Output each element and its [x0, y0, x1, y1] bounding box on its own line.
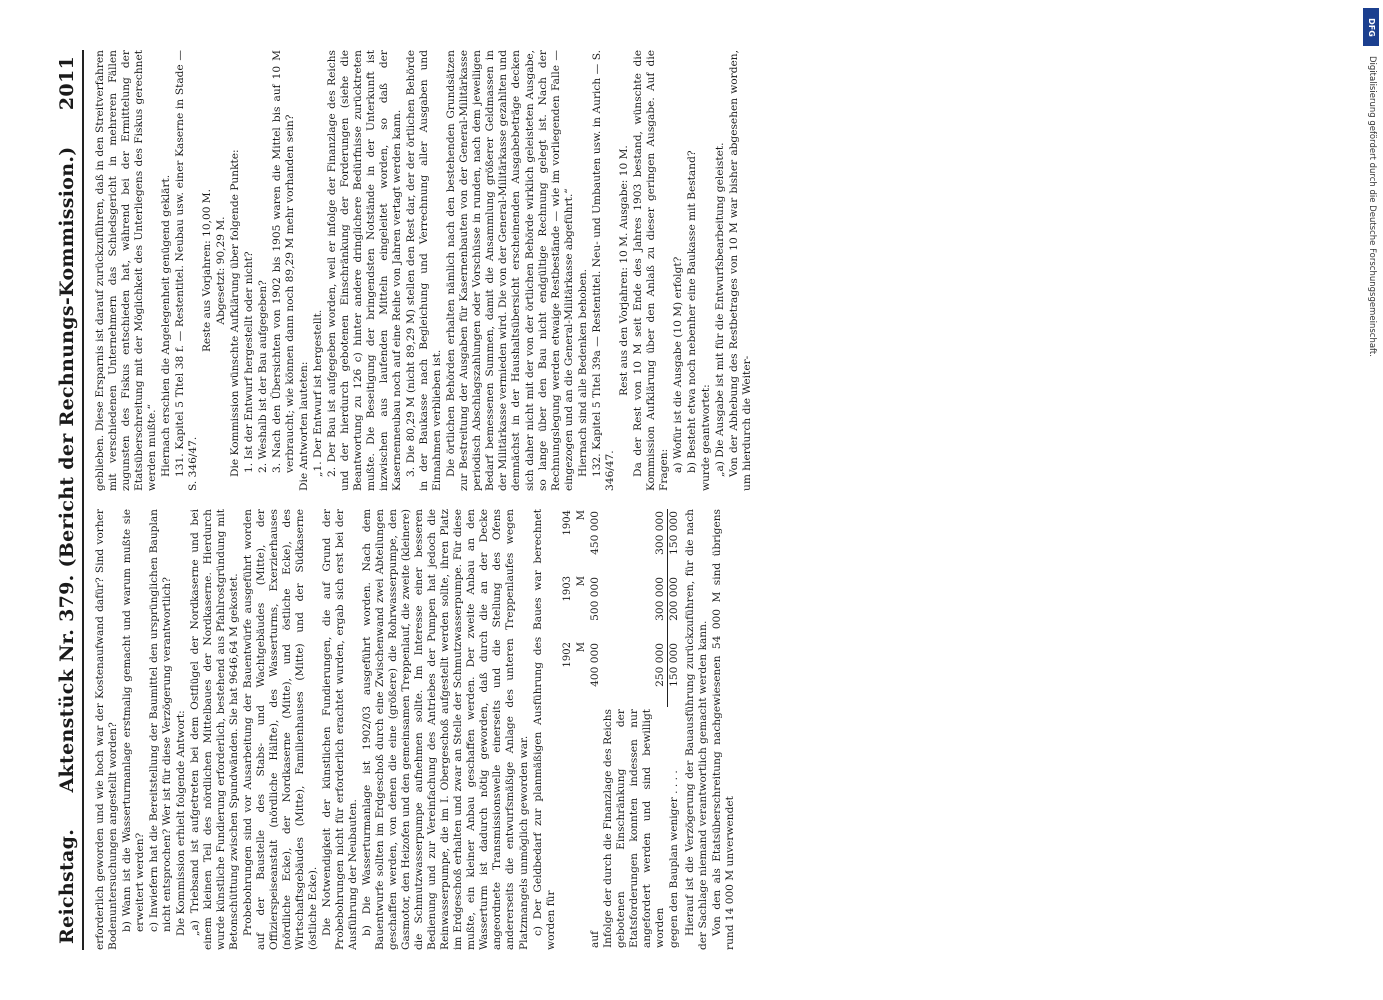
paragraph: Die Kommission wünschte Aufklärung über folgende Punkte:	[229, 149, 242, 477]
table-row	[667, 509, 681, 950]
section-heading-132: 132. Kapitel 5 Titel 39a — Restentitel. Neu- und Umbauten usw. in Aurich — S. 346/47.	[590, 50, 616, 491]
answer-1: „1. Der Entwurf ist hergestellt.	[312, 309, 325, 477]
header-title: Aktenstück Nr. 379. (Bericht der Rechnungs-Kommission.)	[56, 146, 78, 793]
deducted-line: Abgesetzt: 90,29 M.	[215, 216, 228, 325]
cell: 300 000	[653, 577, 666, 621]
question-c: c) Inwiefern hat die Bereitstellung der Baumittel den ursprünglichen Bauplan nicht entsprochen? Wer ist für diese Verzögerung verantwortlich?	[148, 509, 174, 932]
unit-label: M	[575, 576, 587, 587]
left-column	[94, 509, 1340, 950]
paragraph: Probebohrungen sind vor Ausarbeitung der Bauentwürfe ausgeführt worden auf der Baustelle des Stabs- und Wachtgebäudes (Mitte), der Offizierspeiseanstalt (nördliche Hälfte), des Wasserturms, Exerzierhauses (nördliche Ecke), der Nordkaserne (Mitte), und östliche Ecke), des Wirtschaftsgebäudes (Mitte), Familienhauses (Mitte) und der Südkaserne (östliche Ecke).	[242, 509, 320, 950]
answer-b: b) Die Wasserturmanlage ist 1902/03 ausgeführt worden. Nach dem Bauentwurfe sollten im Erdgeschoß durch eine Zwischenwand zwei Abteilungen geschaffen werden, von denen die eine (größere) die Rohrwasserpumpe, den Gasmotor, den Heizofen und den gemeinsamen Treppenlauf, die zweite (kleinere) die Schmutzwasserpumpe aufnehmen sollte. Im Interesse einer besseren Bedienung und zur Vereinfachung des Antriebes der Pumpen hat jedoch die Reinwasserpumpe, die im I. Obergeschoß aufgestellt werden sollte, ihren Platz im Erdgeschoß erhalten und zwar an Stelle der Schmutzwasserpumpe. Für diese mußte, ein kleiner Anbau geschaffen werden. Der zweite Anbau an den Wasserturm ist dadurch nötig geworden, daß durch die an der Decke angeordnete Transmissionswelle einerseits und die Stellung des Ofens andererseits die entwurfsmäßige Anlage des unteren Treppenlaufes wegen Platzmangels unmöglich geworden war.	[361, 509, 530, 950]
remainder-line: Rest aus den Vorjahren: 10 M. Ausgabe: 10 M.	[617, 145, 630, 396]
paragraph: Von den als Etatsüberschreitung nachgewiesenen 54 000 M sind übrigens rund 14 000 M unverwendet	[710, 509, 736, 950]
question-b: b) Besteht etwa noch nebenher eine Baukasse mit Bestand?	[685, 150, 698, 473]
dfg-logo-text: DFG	[1366, 17, 1376, 37]
table-row	[589, 509, 602, 950]
scanned-page	[50, 50, 1340, 950]
table-header-row	[561, 509, 575, 950]
paragraph: Von der Abhebung des Restbetrages von 10 M war bisher abgesehen worden, um hierdurch die Weiter-	[727, 50, 753, 491]
cell: 450 000	[589, 511, 602, 555]
list-item: 2. Weshalb ist der Bau aufgegeben?	[257, 280, 270, 473]
unit-label: M	[575, 642, 587, 653]
cell: 500 000	[589, 577, 602, 621]
paragraph: Hiernach erschien die Angelegenheit genügend geklärt.	[160, 174, 173, 477]
page-header	[50, 50, 84, 950]
paragraph: Hierauf ist die Verzögerung der Bauausführung zurückzuführen, für die nach der Sachlage niemand verantwortlich gemacht werden kann.	[683, 509, 709, 950]
cell: 200 000	[667, 575, 681, 641]
page-content	[50, 50, 1340, 950]
paragraph: Die Antworten lauteten:	[298, 361, 311, 491]
row-label: Infolge der durch die Finanzlage des Reichs gebotenen Einschränkung der Etatsforderungen konnten indessen nur angefordert werden und sind bewilligt worden	[602, 709, 667, 948]
list-item: 1. Ist der Entwurf hergestellt oder nicht?	[243, 251, 256, 473]
digitization-credit: Digitalisierung gefördert durch die Deutsche Forschungsgemeinschaft.	[1367, 56, 1377, 357]
year-header: 1903	[561, 576, 573, 602]
year-header: 1902	[561, 642, 573, 668]
row-label: auf	[589, 930, 602, 948]
year-header: 1904	[561, 510, 573, 536]
question-b: b) Wann ist die Wasserturmanlage erstmalig gemacht und warum mußte sie erweitert werden?	[121, 509, 147, 932]
paragraph: Die Kommission erhielt folgende Antwort:	[175, 710, 188, 936]
paragraph: geblieben. Diese Ersparnis ist darauf zurückzuführen, daß in den Streitverfahren mit verschiedenen Unternehmern das Schiedsgericht in mehreren Fällen zugunsten des Fiskus entschieden hat, während bei der Ermittelung der Etatsüberschreitung mit der Möglichkeit des Unterliegens des Fiskus gerechnet werden mußte.“	[94, 50, 159, 491]
cell: 250 000	[653, 643, 666, 687]
answer-a: „a) Die Ausgabe ist mit für die Entwurfsbearbeitung geleistet.	[713, 142, 726, 477]
remainder-line: Reste aus Vorjahren: 10,00 M.	[201, 188, 214, 353]
cell: 150 000	[667, 509, 681, 575]
unit-label: M	[575, 510, 587, 521]
table-row	[602, 509, 667, 950]
cell: 400 000	[589, 643, 602, 687]
answer-3: 3. Die 80,29 M (nicht 89,29 M) stellen den Rest dar, der der örtlichen Behörde in der Baukasse nach Begleichung und Verrechnung aller Ausgaben und Einnahmen verblieben ist.	[405, 50, 444, 491]
paragraph: Da der Rest von 10 M seit Ende des Jahres 1903 bestand, wünschte die Kommission Aufklärung über den Anlaß zu dieser geringen Ausgabe. Auf die Fragen:	[631, 50, 670, 491]
header-left: Reichstag.	[56, 828, 78, 944]
paragraph: erforderlich geworden und wie hoch war der Kostenaufwand dafür? Sind vorher Bodenuntersuchungen angestellt worden?	[94, 509, 120, 950]
dfg-logo	[1363, 8, 1379, 46]
right-column	[94, 50, 1340, 491]
digitization-strip	[1361, 8, 1379, 988]
page-number: 2011	[56, 56, 78, 111]
answer-a: „a) Triebsand ist aufgetreten bei dem Ostflügel der Nordkaserne und bei einem kleinen Teil des nördlichen Mittelbaues der Nordkaserne. Hierdurch wurde künstliche Fundierung erforderlich, bestehend aus Pfahlrostgründung mit Betonschüttung zwischen Spundwänden. Sie hat 9646,64 M gekostet.	[189, 509, 241, 950]
row-label: gegen den Bauplan weniger . . . .	[667, 770, 680, 948]
paragraph: Die örtlichen Behörden erhalten nämlich nach den bestehenden Grundsätzen zur Bestreitung der Ausgaben für Kasernenbauten von der General-Militärkasse periodisch Abschlagszahlungen oder Vorschüsse in runden, nach dem jeweiligen Bedarf bemessenen Summen, damit die Ansammlung größerer Geldmassen in der Militärkasse vermieden wird. Die von der General-Militärkasse gezahlten und demnächst in der Haushaltsübersicht erscheinenden Ausgabebeträge decken sich daher nicht mit der von der örtlichen Behörde wirklich geleisteten Ausgabe, so lange über den Bau nicht endgültige Rechnung gelegt ist. Nach der Rechnungslegung werden etwaige Restbestände — wie im vorliegenden Falle — eingezogen und an die General-Militärkasse abgeführt.“	[445, 50, 575, 491]
paragraph: Hiernach sind alle Bedenken behoben.	[576, 268, 589, 477]
section-heading-131: 131. Kapitel 5 Titel 38 f. — Restentitel. Neubau usw. einer Kaserne in Stade — S. 346/47.	[174, 50, 200, 491]
list-item: 3. Nach den Übersichten von 1902 bis 1905 waren die Mittel bis auf 10 M verbraucht; wie können dann noch 89,29 M mehr vorhanden sein?	[271, 50, 297, 473]
cell: 300 000	[653, 511, 666, 555]
answer-2: 2. Der Bau ist aufgegeben worden, weil er infolge der Finanzlage des Reichs und der hierdurch gebotenen Einschränkung der Forderungen (siehe die Beantwortung zu 126 c) hinter andere dringlichere Bedürfnisse zurücktreten mußte. Die Beseitigung der bringendsten Notstände in der Unterkunft ist inzwischen aus laufenden Mitteln eingeleitet worden, so daß der Kasernenneubau noch auf eine Reihe von Jahren vertagt werden kann.	[326, 50, 404, 491]
paragraph: wurde geantwortet:	[699, 384, 712, 491]
cell: 150 000	[667, 641, 681, 707]
answer-c: c) Der Geldbedarf zur planmäßigen Ausführung des Baues war berechnet worden für	[531, 509, 557, 950]
paragraph: Die Notwendigkeit der künstlichen Fundierungen, die auf Grund der Probebohrungen nicht für erforderlich erachtet wurden, ergab sich erst bei der Ausführung der Neubauten.	[321, 509, 360, 950]
question-a: a) Wofür ist die Ausgabe (10 M) erfolgt?	[671, 256, 684, 473]
text-columns	[94, 50, 1340, 950]
table-unit-row	[575, 509, 589, 950]
budget-table	[561, 509, 681, 950]
